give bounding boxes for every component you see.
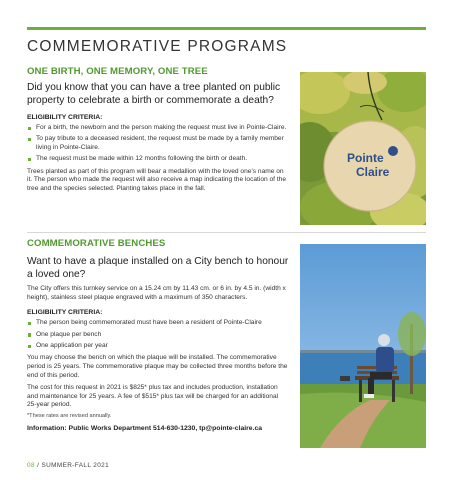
page-number: 08 <box>27 462 35 469</box>
tree-medallion-photo <box>300 72 426 225</box>
benches-intro: The City offers this turnkey service on a 15.24 cm by 11.43 cm. or 6 in. by 4.5 in. (width x height), stainless steel plaque engraved with a maximum of 350 characters. <box>27 285 286 301</box>
tree-section-heading: ONE BIRTH, ONE MEMORY, ONE TREE <box>27 66 208 77</box>
list-item: One plaque per bench <box>27 331 289 339</box>
benches-criteria-title: ELIGIBILITY CRITERIA: <box>27 309 103 317</box>
page-title: COMMEMORATIVE PROGRAMS <box>27 38 288 55</box>
tree-section <box>27 66 289 193</box>
list-item: To pay tribute to a deceased resident, the request must be made by a family member living in Pointe-Claire. <box>27 135 289 152</box>
tree-section-lead: Did you know that you can have a tree planted on public property to celebrate a birth or commemorate a death? <box>27 82 281 106</box>
benches-section-lead: Want to have a plaque installed on a City bench to honour a loved one? <box>27 256 289 280</box>
list-item: For a birth, the newborn and the person making the request must live in Pointe-Claire. <box>27 124 289 132</box>
rates-note: *These rates are revised annually. <box>27 412 112 419</box>
list-item: The person being commemorated must have been a resident of Pointe-Claire <box>27 319 289 327</box>
medallion-logo-line2: Claire <box>356 165 390 179</box>
benches-paragraph-cost: The cost for this request in 2021 is $825* plus tax and includes production, installation and maintenance for 25 years. A fee of $515* plus tax will be charged for an additional 25-year period. <box>27 384 279 409</box>
benches-section <box>27 238 289 432</box>
benches-criteria-list <box>27 319 289 350</box>
benches-paragraph-period: You may choose the bench on which the plaque will be installed. The commemorative period is 25 years. The commemorative plaque may be collected three months before the end of this period. <box>27 354 288 379</box>
bench-photo <box>300 244 426 448</box>
page-footer <box>27 462 109 469</box>
list-item: The request must be made within 12 months following the birth or death. <box>27 155 289 163</box>
tree-criteria-list <box>27 124 289 164</box>
benches-section-heading: COMMEMORATIVE BENCHES <box>27 238 166 249</box>
top-rule <box>27 27 426 30</box>
list-item: One application per year <box>27 342 289 350</box>
section-divider <box>27 232 426 233</box>
tree-criteria-title: ELIGIBILITY CRITERIA: <box>27 114 103 121</box>
tree-section-paragraph: Trees planted as part of this program will bear a medallion with the loved one’s name on it. The person who made the request will also receive a map indicating the location of the tree and the species selected. Planting takes place in the fall. <box>27 167 287 192</box>
medallion-logo-line1: Pointe <box>347 151 384 165</box>
issue-label: / SUMMER-FALL 2021 <box>37 462 110 469</box>
contact-information: Information: Public Works Department 514-630-1230, tp@pointe-claire.ca <box>27 424 263 432</box>
